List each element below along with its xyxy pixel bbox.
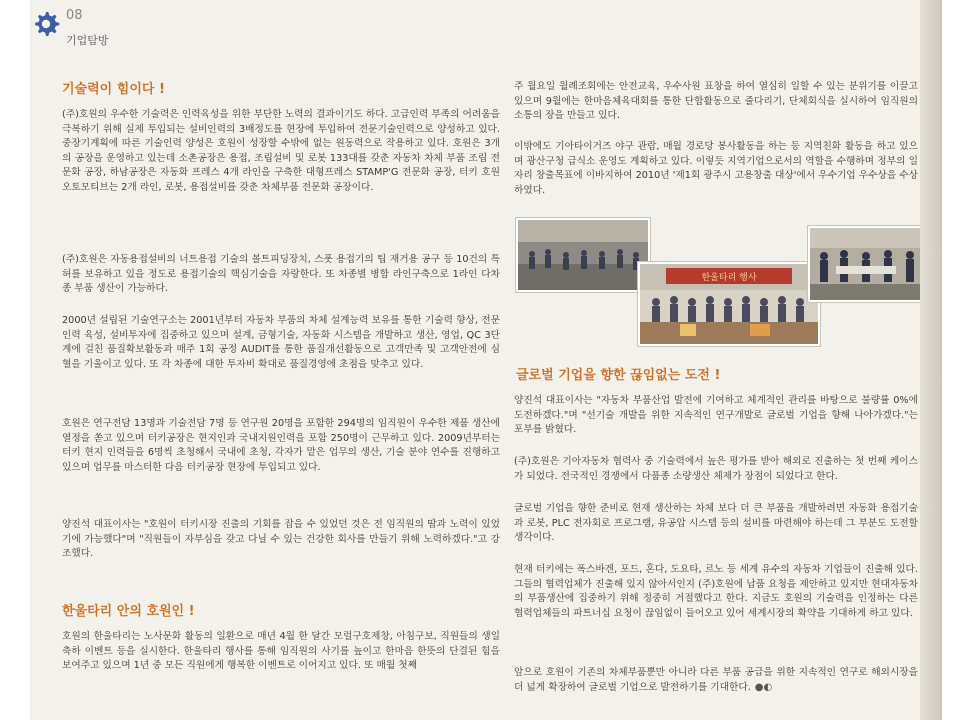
left-paragraph-4: 호원은 연구전담 13명과 기술전담 7명 등 연구원 20명을 포함한 294명의 임직원이 우수한 제품 생산에 열정을 쏟고 있으며 터키공장은 현지인과 국내지원인력을 포함 250명이 근무하고 있다. 2009년부터는 터키 현지 인력들을 6명씩 초청해서 국내에 초청, 각자가 맡은 업무의 생산, 기술 분야 연수를 진행하고 있으며 업무를 마스터한 다음 터키공장 현장에 투입되고 있다. xyxy=(62,418,500,473)
section-label: 기업탐방 xyxy=(66,34,109,47)
page-number: 08 xyxy=(66,8,83,23)
left-paragraph-5: 양진석 대표이사는 "호원이 터키시장 진출의 기회를 잡을 수 있었던 것은 전 임직원의 땀과 노력이 있었기에 가능했다"며 "직원들이 자부심을 갖고 다닐 수 있는 건강한 회사를 만들기 위해 노력하겠다."고 강조했다. xyxy=(62,519,500,560)
right-paragraph-5: 글로벌 기업을 향한 준비로 현재 생산하는 차체 보다 더 큰 부품을 개발하려면 자동화 용접기술과 로봇, PLC 전자회로 프로그램, 유공압 시스템 등의 설비를 마련해야 하는데 그 부분도 도전할 생각이다. xyxy=(514,503,918,544)
photo-group-event xyxy=(638,262,820,346)
right-paragraph-3: 양진석 대표이사는 "자동차 부품산업 발전에 기여하고 체계적인 관리를 바탕으로 불량률 0%에 도전하겠다."며 "선기술 개발을 위한 지속적인 연구개발로 글로벌 기업을 향해 나아가겠다."는 포부를 밝혔다. xyxy=(514,395,918,436)
right-paragraph-2: 이밖에도 기아타이거즈 야구 관람, 매월 경로당 봉사활동을 하는 등 지역친화 활동을 하고 있으며 광산구청 급식소 운영도 계획하고 있다. 이렇듯 지역기업으로서의 역할을 수행하며 정부의 일자리 창출목표에 이바지하여 2010년 '제1회 광주시 고용창출 대상'에서 우수기업 우수상을 수상하였다. xyxy=(514,141,918,196)
heading-technology: 기술력이 힘이다 ! xyxy=(62,82,165,97)
left-paragraph-3: 2000년 설립된 기술연구소는 2001년부터 자동차 부품의 차체 설계능력 보유를 통한 기술력 향상, 전문인력 육성, 설비투자에 집중하고 있으며 설계, 금형기술, 자동화 시스템을 개발하고 생산, 영업, QC 3단계에 걸친 품질확보활동과 매주 1회 공정 AUDIT를 통한 품질개선활동으로 고객만족 및 고객안전에 심혈을 기울이고 있다. 또 각 차종에 대한 투자비 확대로 품질경영에 초점을 맞추고 있다. xyxy=(62,315,500,370)
right-paragraph-4: (주)호원은 기아자동차 협력사 중 기술력에서 높은 평가를 받아 해외로 진출하는 첫 번째 케이스가 되었다. 전국적인 경쟁에서 다품종 소량생산 체제가 장점이 되었다고 한다. xyxy=(514,456,918,482)
photo-morning-exercise xyxy=(516,218,650,292)
left-paragraph-1: (주)호원의 우수한 기술력은 인력육성을 위한 부단한 노력의 결과이기도 하다. 고급인력 부족의 어려움을 극복하기 위해 실제 투입되는 설비인력의 3배정도를 현장에 투입하여 전문기술인력으로 양성하고 있다. 중장기계획에 따른 기술인력 양성은 호원이 성장할 수밖에 없는 원동력으로 작용하고 있다. 호원은 3개의 공장을 운영하고 있는데 소촌공장은 용접, 조립설비 및 로봇 133대를 갖춘 자동차 차체 부품 조립 전문화 공장, 하남공장은 자동화 프레스 4개 라인을 구축한 대형프레스 STAMP'G 전문화 공장, 터키 호원 오토모티브는 2개 라인, 로봇, 용접설비를 갖춘 차체부품 전문화 공장이다. xyxy=(62,109,500,193)
right-paragraph-1: 주 월요일 월례조회에는 안전교육, 우수사원 표창을 하여 열심히 일할 수 있는 분위기를 이끌고 있으며 9월에는 한마음체육대회를 통한 단합활동으로 줄다리기, 단체회식을 실시하여 임직원의 소통의 장을 만들고 있다. xyxy=(514,81,918,122)
heading-community: 한울타리 안의 호원인 ! xyxy=(62,604,195,619)
photo-staff-lineup xyxy=(808,226,938,302)
right-paragraph-7-text: 앞으로 호원이 기존의 차체부품뿐만 아니라 다른 부품 공급을 위한 지속적인 연구로 해외시장을 더 넓게 확장하여 글로벌 기업으로 발전하기를 기대한다. xyxy=(514,667,918,693)
banner-text: 한울타리 행사 xyxy=(701,273,757,283)
left-paragraph-2: (주)호원은 자동용접설비의 너트용접 기술의 볼트피딩장치, 스폿 용접기의 팁 재거용 공구 등 10건의 특허를 보유하고 있을 정도로 용접기술의 핵심기술을 자랑한다. 또 차종별 병합 라인구축으로 1라인 다차종 부품 생산이 가능하다. xyxy=(62,254,500,295)
end-mark-icon: ●◐ xyxy=(754,681,773,693)
gear-icon xyxy=(32,10,60,38)
left-paragraph-6: 호원의 한울타리는 노사문화 활동의 일환으로 매년 4월 한 달간 모럴구호제창, 아침구보, 직원들의 생일축하 이벤트 등을 실시한다. 한울타리 행사를 통해 임직원의 사기를 높이고 한마음 한뜻의 단결된 힘을 보여주고 있으며 1년 중 모든 직원에게 행복한 이벤트로 이어지고 있다. 또 매월 첫째 xyxy=(62,631,500,672)
page-edge xyxy=(920,0,942,720)
magazine-page xyxy=(30,0,942,720)
right-paragraph-6: 현재 터키에는 폭스바겐, 포드, 혼다, 도요타, 르노 등 세계 유수의 자동차 기업들이 진출해 있다. 그들의 협력업체가 진출해 있지 않아서인지 (주)호원에 납품 요청을 제안하고 있지만 현대자동차의 부품생산에 집중하기 위해 정중히 거절했다고 한다. 지금도 호원의 기술력을 인정하는 다른 협력업체들의 파트너십 요청이 끊임없이 들어오고 있어 세계시장의 확약을 기대하게 하고 있다. xyxy=(514,564,918,619)
right-paragraph-7 xyxy=(514,666,918,695)
heading-global: 글로벌 기업을 향한 끊임없는 도전 ! xyxy=(516,368,721,383)
